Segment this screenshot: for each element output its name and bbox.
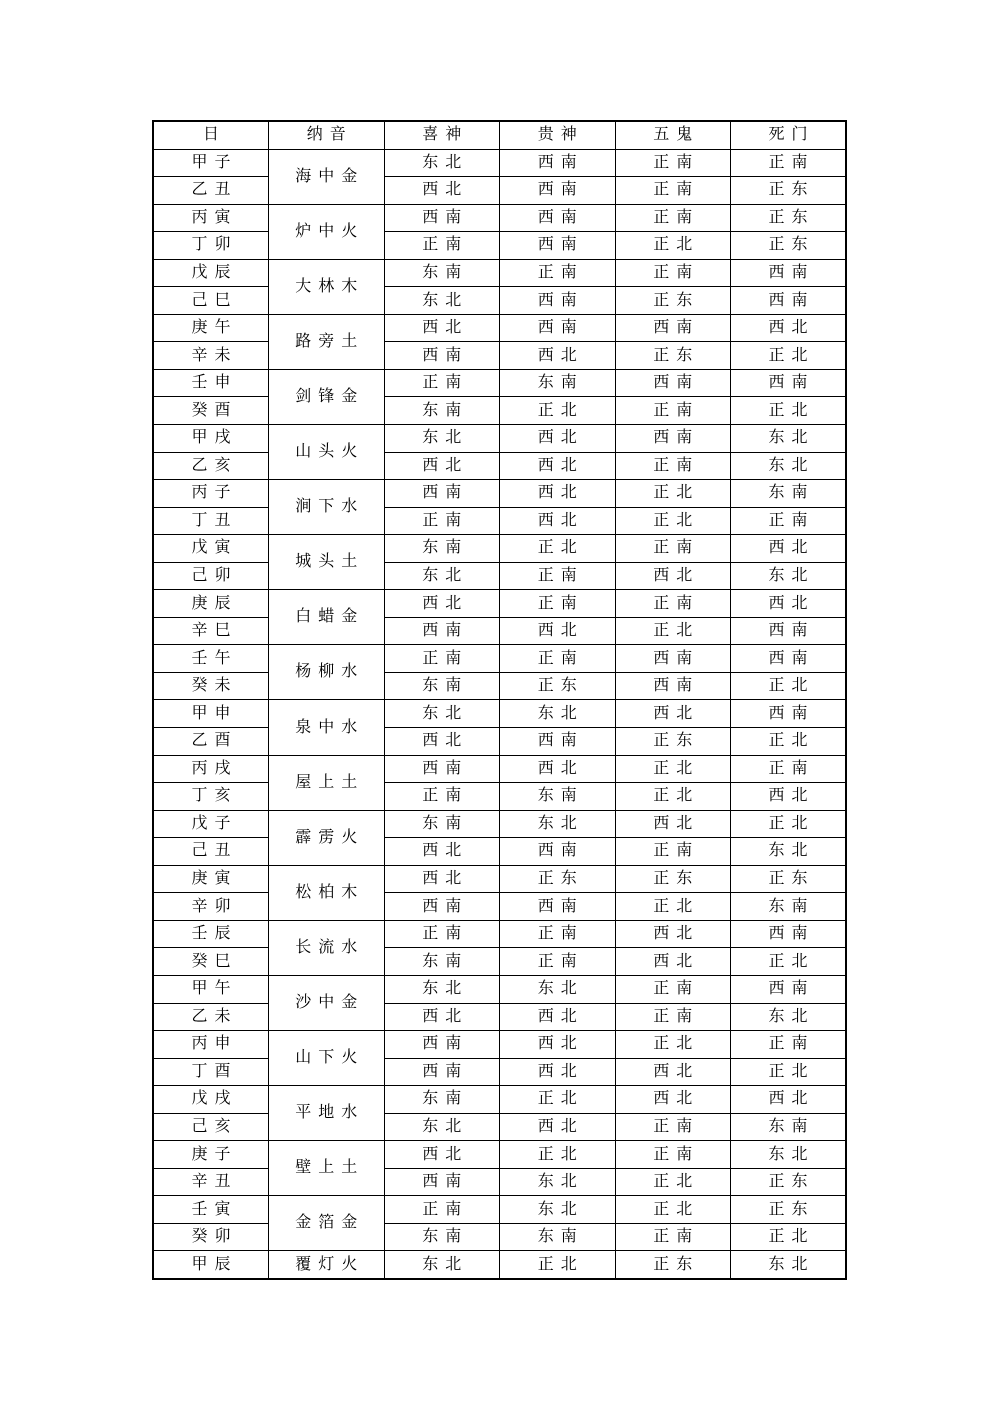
wugui-cell: 正南 [615, 1223, 731, 1251]
table-row [153, 287, 846, 315]
table-row [153, 920, 846, 948]
guishen-cell: 东北 [500, 700, 616, 728]
xishen-cell: 西北 [384, 452, 500, 480]
xishen-cell: 东南 [384, 1086, 500, 1114]
xishen-cell: 东南 [384, 672, 500, 700]
xishen-cell: 正南 [384, 783, 500, 811]
xishen-cell: 东北 [384, 1251, 500, 1279]
table-row [153, 369, 846, 397]
simen-cell: 正北 [731, 948, 847, 976]
day-cell: 丁酉 [153, 1058, 269, 1086]
day-cell: 庚子 [153, 1141, 269, 1169]
xishen-cell: 东北 [384, 425, 500, 453]
guishen-cell: 正北 [500, 535, 616, 563]
table-row [153, 1196, 846, 1224]
guishen-cell: 正南 [500, 590, 616, 618]
table-row [153, 1086, 846, 1114]
wugui-cell: 西南 [615, 645, 731, 673]
almanac-direction-table [152, 120, 847, 1280]
wugui-cell: 正北 [615, 232, 731, 260]
day-cell: 庚寅 [153, 865, 269, 893]
xishen-cell: 西北 [384, 1003, 500, 1031]
table-row [153, 700, 846, 728]
day-cell: 丁亥 [153, 783, 269, 811]
table-row [153, 1223, 846, 1251]
day-cell: 辛未 [153, 342, 269, 370]
xishen-cell: 西北 [384, 314, 500, 342]
xishen-cell: 西北 [384, 1141, 500, 1169]
guishen-cell: 东北 [500, 1168, 616, 1196]
table-row [153, 645, 846, 673]
xishen-cell: 东北 [384, 287, 500, 315]
xishen-cell: 正南 [384, 507, 500, 535]
guishen-cell: 西北 [500, 1003, 616, 1031]
simen-cell: 正北 [731, 810, 847, 838]
day-cell: 壬寅 [153, 1196, 269, 1224]
xishen-cell: 正南 [384, 369, 500, 397]
day-cell: 甲子 [153, 149, 269, 177]
xishen-cell: 东北 [384, 562, 500, 590]
xishen-cell: 东南 [384, 397, 500, 425]
nayin-cell: 大林木 [269, 259, 385, 314]
table-row [153, 562, 846, 590]
day-cell: 戊寅 [153, 535, 269, 563]
wugui-cell: 正北 [615, 1196, 731, 1224]
simen-cell: 正南 [731, 507, 847, 535]
table-row [153, 535, 846, 563]
xishen-cell: 东南 [384, 948, 500, 976]
guishen-cell: 西南 [500, 177, 616, 205]
simen-cell: 正北 [731, 342, 847, 370]
day-cell: 己卯 [153, 562, 269, 590]
simen-cell: 正北 [731, 1223, 847, 1251]
nayin-cell: 霹雳火 [269, 810, 385, 865]
guishen-cell: 西南 [500, 149, 616, 177]
table-row [153, 1031, 846, 1059]
simen-cell: 东北 [731, 1251, 847, 1279]
wugui-cell: 正南 [615, 204, 731, 232]
guishen-cell: 西北 [500, 617, 616, 645]
simen-cell: 正东 [731, 177, 847, 205]
wugui-cell: 正南 [615, 397, 731, 425]
nayin-cell: 白蜡金 [269, 590, 385, 645]
nayin-cell: 山头火 [269, 425, 385, 480]
guishen-cell: 西北 [500, 425, 616, 453]
header-nayin: 纳音 [269, 121, 385, 149]
nayin-cell: 壁上土 [269, 1141, 385, 1196]
guishen-cell: 西南 [500, 204, 616, 232]
nayin-cell: 松柏木 [269, 865, 385, 920]
wugui-cell: 正南 [615, 1113, 731, 1141]
table-row [153, 149, 846, 177]
table-row [153, 1141, 846, 1169]
guishen-cell: 西南 [500, 893, 616, 921]
xishen-cell: 西南 [384, 204, 500, 232]
wugui-cell: 正东 [615, 728, 731, 756]
wugui-cell: 正南 [615, 149, 731, 177]
header-guishen: 贵神 [500, 121, 616, 149]
xishen-cell: 西南 [384, 617, 500, 645]
xishen-cell: 东北 [384, 975, 500, 1003]
xishen-cell: 正南 [384, 1196, 500, 1224]
guishen-cell: 正南 [500, 645, 616, 673]
xishen-cell: 东北 [384, 700, 500, 728]
xishen-cell: 西南 [384, 1168, 500, 1196]
table-row [153, 1003, 846, 1031]
simen-cell: 西南 [731, 617, 847, 645]
guishen-cell: 西北 [500, 1058, 616, 1086]
header-day: 日 [153, 121, 269, 149]
wugui-cell: 正东 [615, 865, 731, 893]
simen-cell: 正北 [731, 1058, 847, 1086]
wugui-cell: 正南 [615, 535, 731, 563]
header-simen: 死门 [731, 121, 847, 149]
wugui-cell: 正北 [615, 1031, 731, 1059]
day-cell: 丁丑 [153, 507, 269, 535]
day-cell: 己丑 [153, 838, 269, 866]
wugui-cell: 正东 [615, 287, 731, 315]
table-row [153, 865, 846, 893]
xishen-cell: 东南 [384, 1223, 500, 1251]
table-row [153, 838, 846, 866]
xishen-cell: 西北 [384, 865, 500, 893]
table-row [153, 507, 846, 535]
guishen-cell: 西北 [500, 452, 616, 480]
guishen-cell: 正东 [500, 672, 616, 700]
header-xishen: 喜神 [384, 121, 500, 149]
wugui-cell: 正东 [615, 342, 731, 370]
guishen-cell: 西北 [500, 480, 616, 508]
xishen-cell: 东北 [384, 149, 500, 177]
nayin-cell: 海中金 [269, 149, 385, 204]
day-cell: 辛丑 [153, 1168, 269, 1196]
nayin-cell: 剑锋金 [269, 369, 385, 424]
guishen-cell: 西北 [500, 342, 616, 370]
table-row [153, 1113, 846, 1141]
guishen-cell: 东北 [500, 1196, 616, 1224]
guishen-cell: 正东 [500, 865, 616, 893]
nayin-cell: 平地水 [269, 1086, 385, 1141]
xishen-cell: 西南 [384, 342, 500, 370]
nayin-cell: 路旁土 [269, 314, 385, 369]
table-row [153, 397, 846, 425]
day-cell: 癸未 [153, 672, 269, 700]
simen-cell: 西南 [731, 700, 847, 728]
simen-cell: 正东 [731, 865, 847, 893]
guishen-cell: 西北 [500, 507, 616, 535]
guishen-cell: 西北 [500, 1031, 616, 1059]
wugui-cell: 正南 [615, 259, 731, 287]
day-cell: 庚辰 [153, 590, 269, 618]
guishen-cell: 正北 [500, 1251, 616, 1279]
table-row [153, 342, 846, 370]
table-row [153, 314, 846, 342]
table-row [153, 452, 846, 480]
nayin-cell: 杨柳水 [269, 645, 385, 700]
table-row [153, 425, 846, 453]
simen-cell: 西南 [731, 920, 847, 948]
simen-cell: 正北 [731, 397, 847, 425]
guishen-cell: 正南 [500, 562, 616, 590]
simen-cell: 正北 [731, 728, 847, 756]
day-cell: 壬午 [153, 645, 269, 673]
simen-cell: 东北 [731, 1003, 847, 1031]
table-row [153, 259, 846, 287]
day-cell: 辛卯 [153, 893, 269, 921]
simen-cell: 东北 [731, 425, 847, 453]
day-cell: 壬辰 [153, 920, 269, 948]
guishen-cell: 东北 [500, 975, 616, 1003]
wugui-cell: 正南 [615, 838, 731, 866]
header-wugui: 五鬼 [615, 121, 731, 149]
guishen-cell: 正南 [500, 259, 616, 287]
xishen-cell: 西北 [384, 728, 500, 756]
guishen-cell: 西南 [500, 728, 616, 756]
day-cell: 甲戌 [153, 425, 269, 453]
simen-cell: 正东 [731, 1196, 847, 1224]
guishen-cell: 西北 [500, 755, 616, 783]
wugui-cell: 西北 [615, 1058, 731, 1086]
xishen-cell: 正南 [384, 645, 500, 673]
table-row [153, 728, 846, 756]
guishen-cell: 正北 [500, 1086, 616, 1114]
xishen-cell: 正南 [384, 232, 500, 260]
table-row [153, 590, 846, 618]
guishen-cell: 东南 [500, 369, 616, 397]
day-cell: 戊子 [153, 810, 269, 838]
header-row [153, 121, 846, 149]
table-body [153, 149, 846, 1279]
day-cell: 戊辰 [153, 259, 269, 287]
wugui-cell: 正北 [615, 507, 731, 535]
day-cell: 壬申 [153, 369, 269, 397]
day-cell: 甲申 [153, 700, 269, 728]
nayin-cell: 覆灯火 [269, 1251, 385, 1279]
xishen-cell: 西南 [384, 1058, 500, 1086]
table-row [153, 948, 846, 976]
table-row [153, 893, 846, 921]
nayin-cell: 金箔金 [269, 1196, 385, 1251]
day-cell: 戊戌 [153, 1086, 269, 1114]
day-cell: 丙子 [153, 480, 269, 508]
wugui-cell: 正北 [615, 755, 731, 783]
simen-cell: 正东 [731, 1168, 847, 1196]
xishen-cell: 西北 [384, 590, 500, 618]
table-row [153, 975, 846, 1003]
day-cell: 乙亥 [153, 452, 269, 480]
wugui-cell: 正南 [615, 1003, 731, 1031]
simen-cell: 西北 [731, 590, 847, 618]
xishen-cell: 东南 [384, 810, 500, 838]
guishen-cell: 东南 [500, 783, 616, 811]
simen-cell: 正南 [731, 1031, 847, 1059]
wugui-cell: 正北 [615, 1168, 731, 1196]
xishen-cell: 西南 [384, 755, 500, 783]
xishen-cell: 西北 [384, 838, 500, 866]
simen-cell: 正北 [731, 672, 847, 700]
day-cell: 辛巳 [153, 617, 269, 645]
table-row [153, 1168, 846, 1196]
guishen-cell: 西南 [500, 838, 616, 866]
table-row [153, 177, 846, 205]
xishen-cell: 西北 [384, 177, 500, 205]
wugui-cell: 西北 [615, 948, 731, 976]
wugui-cell: 西北 [615, 920, 731, 948]
wugui-cell: 西南 [615, 425, 731, 453]
nayin-cell: 城头土 [269, 535, 385, 590]
day-cell: 丁卯 [153, 232, 269, 260]
simen-cell: 东北 [731, 562, 847, 590]
wugui-cell: 正东 [615, 1251, 731, 1279]
nayin-cell: 山下火 [269, 1031, 385, 1086]
day-cell: 乙丑 [153, 177, 269, 205]
guishen-cell: 正北 [500, 397, 616, 425]
guishen-cell: 东南 [500, 1223, 616, 1251]
wugui-cell: 正北 [615, 783, 731, 811]
wugui-cell: 正南 [615, 177, 731, 205]
guishen-cell: 正北 [500, 1141, 616, 1169]
simen-cell: 西南 [731, 645, 847, 673]
wugui-cell: 正南 [615, 1141, 731, 1169]
table-row [153, 810, 846, 838]
nayin-cell: 泉中水 [269, 700, 385, 755]
simen-cell: 正东 [731, 204, 847, 232]
table-row [153, 755, 846, 783]
xishen-cell: 东南 [384, 535, 500, 563]
day-cell: 己亥 [153, 1113, 269, 1141]
xishen-cell: 西南 [384, 480, 500, 508]
xishen-cell: 东南 [384, 259, 500, 287]
simen-cell: 西北 [731, 535, 847, 563]
day-cell: 癸酉 [153, 397, 269, 425]
table-header [153, 121, 846, 149]
table-row [153, 1251, 846, 1279]
wugui-cell: 西南 [615, 672, 731, 700]
simen-cell: 西南 [731, 369, 847, 397]
simen-cell: 东南 [731, 893, 847, 921]
wugui-cell: 正北 [615, 480, 731, 508]
day-cell: 癸巳 [153, 948, 269, 976]
simen-cell: 东南 [731, 480, 847, 508]
table-row [153, 783, 846, 811]
day-cell: 丙寅 [153, 204, 269, 232]
table-row [153, 672, 846, 700]
guishen-cell: 西南 [500, 287, 616, 315]
day-cell: 己巳 [153, 287, 269, 315]
wugui-cell: 西北 [615, 562, 731, 590]
guishen-cell: 正南 [500, 920, 616, 948]
wugui-cell: 西北 [615, 1086, 731, 1114]
day-cell: 癸卯 [153, 1223, 269, 1251]
table-row [153, 232, 846, 260]
simen-cell: 正南 [731, 755, 847, 783]
simen-cell: 西南 [731, 975, 847, 1003]
simen-cell: 正南 [731, 149, 847, 177]
day-cell: 庚午 [153, 314, 269, 342]
wugui-cell: 西南 [615, 369, 731, 397]
wugui-cell: 正北 [615, 893, 731, 921]
guishen-cell: 东北 [500, 810, 616, 838]
table-row [153, 617, 846, 645]
day-cell: 乙酉 [153, 728, 269, 756]
simen-cell: 西北 [731, 314, 847, 342]
day-cell: 丙戌 [153, 755, 269, 783]
guishen-cell: 正南 [500, 948, 616, 976]
xishen-cell: 东北 [384, 1113, 500, 1141]
day-cell: 丙申 [153, 1031, 269, 1059]
simen-cell: 西南 [731, 287, 847, 315]
simen-cell: 东北 [731, 838, 847, 866]
nayin-cell: 屋上土 [269, 755, 385, 810]
day-cell: 甲午 [153, 975, 269, 1003]
table-row [153, 480, 846, 508]
xishen-cell: 西南 [384, 893, 500, 921]
wugui-cell: 西南 [615, 314, 731, 342]
nayin-cell: 炉中火 [269, 204, 385, 259]
table-row [153, 1058, 846, 1086]
simen-cell: 西南 [731, 259, 847, 287]
wugui-cell: 西北 [615, 810, 731, 838]
simen-cell: 东北 [731, 452, 847, 480]
guishen-cell: 西北 [500, 1113, 616, 1141]
simen-cell: 西北 [731, 783, 847, 811]
nayin-cell: 长流水 [269, 920, 385, 975]
simen-cell: 东北 [731, 1141, 847, 1169]
day-cell: 乙未 [153, 1003, 269, 1031]
table-row [153, 204, 846, 232]
wugui-cell: 西北 [615, 700, 731, 728]
xishen-cell: 西南 [384, 1031, 500, 1059]
xishen-cell: 正南 [384, 920, 500, 948]
simen-cell: 西北 [731, 1086, 847, 1114]
wugui-cell: 正南 [615, 452, 731, 480]
guishen-cell: 西南 [500, 314, 616, 342]
guishen-cell: 西南 [500, 232, 616, 260]
simen-cell: 东南 [731, 1113, 847, 1141]
nayin-cell: 涧下水 [269, 480, 385, 535]
simen-cell: 正东 [731, 232, 847, 260]
wugui-cell: 正北 [615, 617, 731, 645]
day-cell: 甲辰 [153, 1251, 269, 1279]
nayin-cell: 沙中金 [269, 975, 385, 1030]
wugui-cell: 正南 [615, 975, 731, 1003]
wugui-cell: 正南 [615, 590, 731, 618]
